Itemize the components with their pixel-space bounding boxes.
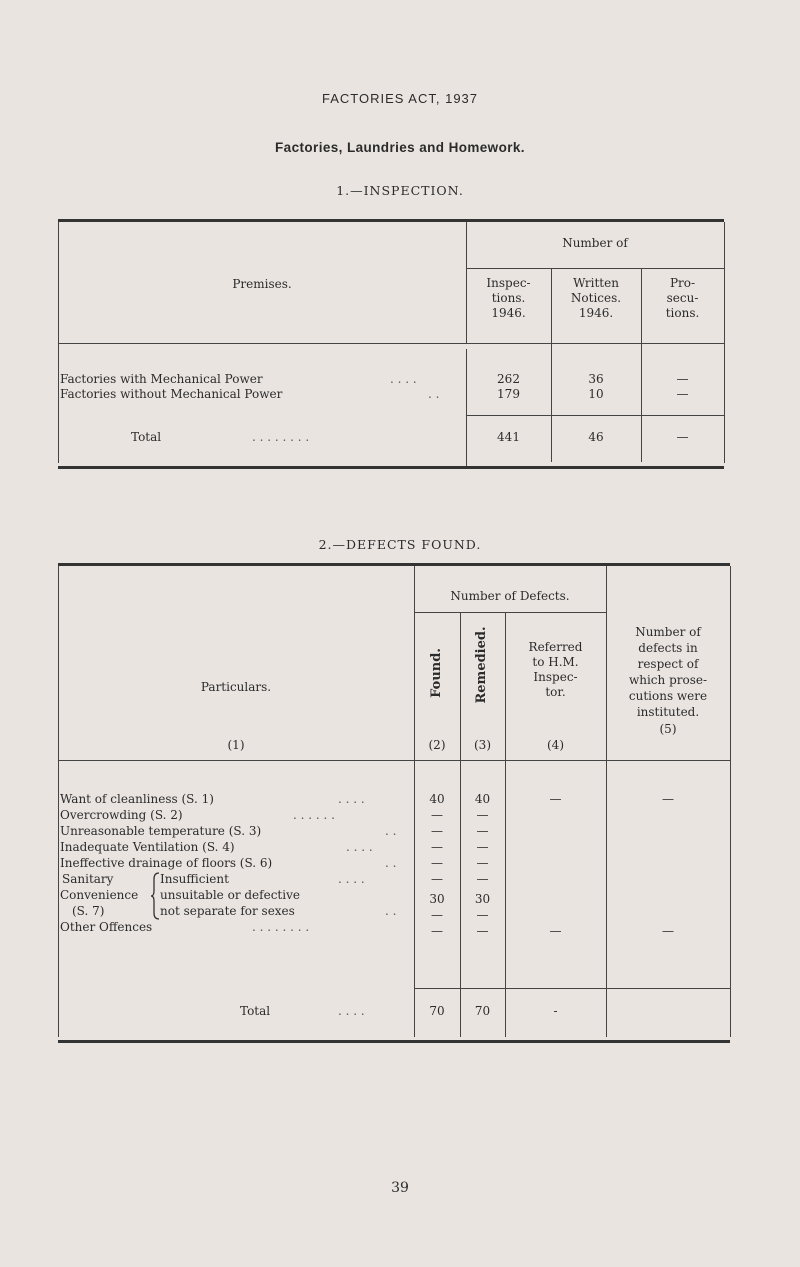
table-cell: — bbox=[431, 808, 443, 822]
table-cell: — bbox=[476, 808, 489, 822]
leader-dots: . . . . bbox=[346, 840, 373, 854]
row-label: Want of cleanliness (S. 1) bbox=[60, 792, 214, 806]
leader-dots: . . bbox=[428, 387, 440, 401]
leader-dots: . . . . bbox=[390, 372, 417, 386]
row-label: Ineffective drainage of floors (S. 6) bbox=[60, 856, 273, 870]
row-label: Factories with Mechanical Power bbox=[60, 372, 263, 386]
table-cell: — bbox=[431, 856, 443, 870]
table-cell: — bbox=[431, 824, 443, 838]
sanitary-label-l2: Convenience bbox=[60, 888, 139, 902]
found-col-no: (2) bbox=[428, 738, 446, 752]
row-label: unsuitable or defective bbox=[160, 888, 300, 902]
sanitary-label-l1: Sanitary bbox=[62, 872, 114, 886]
total-cell: 70 bbox=[429, 1004, 445, 1018]
leader-dots: . . . . . . bbox=[293, 808, 335, 822]
prosecutions-header-l2: defects in bbox=[638, 641, 698, 655]
table-cell: — bbox=[431, 924, 443, 938]
prosecutions-header-l5: cutions were bbox=[628, 689, 708, 703]
referred-header-l4: tor. bbox=[545, 685, 566, 699]
table-cell: — bbox=[476, 856, 489, 870]
leader-dots: . . bbox=[385, 856, 397, 870]
table-cell: 179 bbox=[497, 387, 520, 401]
section-heading-inspection: 1.—INSPECTION. bbox=[336, 183, 464, 198]
table-cell: — bbox=[676, 372, 689, 386]
number-of-header: Number of bbox=[562, 236, 628, 250]
leader-dots: . . . . . . . . bbox=[252, 920, 310, 934]
table-cell: — bbox=[476, 924, 489, 938]
total-cell: 46 bbox=[588, 430, 604, 444]
table-cell: — bbox=[662, 924, 674, 938]
prosecutions-header-l2: secu- bbox=[666, 291, 699, 305]
row-label: Inadequate Ventilation (S. 4) bbox=[60, 840, 235, 854]
total-cell: - bbox=[553, 1004, 558, 1018]
table-cell: 30 bbox=[474, 892, 491, 906]
referred-header-l2: to H.M. bbox=[532, 655, 579, 669]
inspections-header-l2: tions. bbox=[491, 291, 526, 305]
prosecutions-header-l1: Pro- bbox=[669, 276, 696, 290]
referred-col-no: (4) bbox=[547, 738, 564, 752]
row-label: Other Offences bbox=[60, 920, 153, 934]
table-cell: 40 bbox=[474, 792, 491, 806]
referred-header-l1: Referred bbox=[528, 640, 583, 654]
table-cell: 36 bbox=[588, 372, 604, 386]
table-cell: — bbox=[431, 908, 443, 922]
premises-header: Premises. bbox=[232, 277, 292, 291]
total-cell: 70 bbox=[474, 1004, 491, 1018]
prosecutions-header-l6: instituted. bbox=[636, 705, 700, 719]
prosecutions-header-l3: tions. bbox=[665, 306, 700, 320]
prosecutions-col-no: (5) bbox=[659, 722, 677, 736]
prosecutions-header-l1: Number of bbox=[635, 625, 701, 639]
notices-header-l1: Written bbox=[573, 276, 619, 290]
row-label: Insufficient bbox=[160, 872, 229, 886]
leader-dots: . . . . . . . . bbox=[252, 430, 310, 444]
table-cell: — bbox=[431, 840, 443, 854]
row-label: Unreasonable temperature (S. 3) bbox=[60, 824, 262, 838]
leader-dots: . . bbox=[385, 904, 397, 918]
document-subtitle: Factories, Laundries and Homework. bbox=[275, 140, 525, 155]
table-cell: — bbox=[549, 924, 562, 938]
row-label: Factories without Mechanical Power bbox=[60, 387, 283, 401]
leader-dots: . . . . bbox=[338, 872, 365, 886]
table-cell: 30 bbox=[429, 892, 445, 906]
notices-header-l2: Notices. bbox=[570, 291, 622, 305]
table-cell: — bbox=[476, 908, 489, 922]
prosecutions-header-l4: which prose- bbox=[628, 673, 708, 687]
referred-header-l3: Inspec- bbox=[533, 670, 578, 684]
table-cell: — bbox=[662, 792, 674, 806]
total-cell: 441 bbox=[497, 430, 520, 444]
sanitary-label-l3: (S. 7) bbox=[72, 904, 105, 918]
notices-header-l3: 1946. bbox=[578, 306, 614, 320]
inspections-header-l3: 1946. bbox=[491, 306, 526, 320]
particulars-header: Particulars. bbox=[200, 680, 272, 694]
found-header: Found. bbox=[429, 648, 444, 698]
inspections-header-l1: Inspec- bbox=[486, 276, 531, 290]
table-cell: — bbox=[476, 840, 489, 854]
table-cell: — bbox=[476, 872, 489, 886]
leader-dots: . . bbox=[385, 824, 397, 838]
particulars-col-no: (1) bbox=[227, 738, 245, 752]
number-of-defects-header: Number of Defects. bbox=[450, 589, 570, 603]
leader-dots: . . . . bbox=[338, 792, 365, 806]
table-cell: 262 bbox=[497, 372, 520, 386]
table-cell: — bbox=[549, 792, 562, 806]
total-label: Total bbox=[131, 430, 162, 444]
section-heading-defects: 2.—DEFECTS FOUND. bbox=[318, 537, 482, 552]
table-cell: — bbox=[676, 387, 689, 401]
prosecutions-header-l3: respect of bbox=[637, 657, 699, 671]
page-number: 39 bbox=[391, 1180, 409, 1196]
row-label: Overcrowding (S. 2) bbox=[60, 808, 183, 822]
remedied-header: Remedied. bbox=[474, 626, 489, 704]
table-cell: — bbox=[476, 824, 489, 838]
total-label: Total bbox=[240, 1004, 271, 1018]
remedied-col-no: (3) bbox=[474, 738, 491, 752]
table-cell: 40 bbox=[429, 792, 445, 806]
table-cell: — bbox=[431, 872, 443, 886]
document-title: FACTORIES ACT, 1937 bbox=[321, 91, 479, 106]
leader-dots: . . . . bbox=[338, 1004, 365, 1018]
total-cell: — bbox=[676, 430, 689, 444]
table-cell: 10 bbox=[588, 387, 604, 401]
row-label: not separate for sexes bbox=[160, 904, 295, 918]
